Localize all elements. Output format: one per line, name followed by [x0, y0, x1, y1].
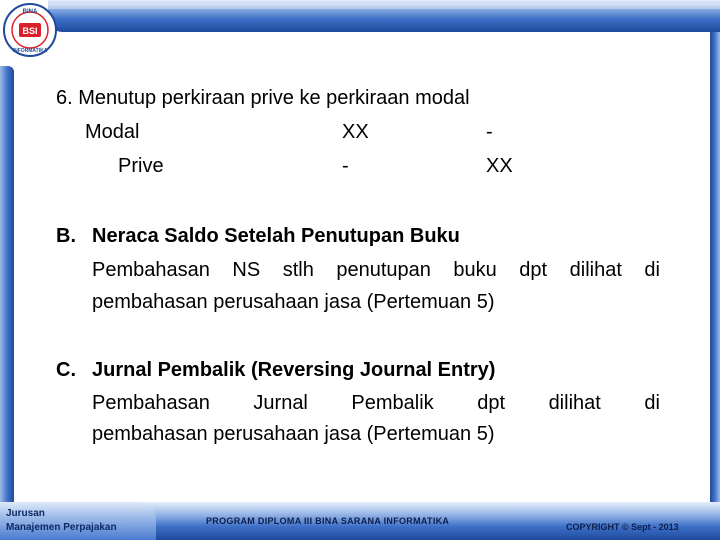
word: stlh — [282, 259, 314, 281]
word: di — [644, 259, 660, 281]
word: Pembahasan — [92, 259, 210, 281]
section-c-marker: C. — [56, 359, 76, 381]
journal-row-2-debit: - — [342, 155, 349, 177]
word: penutupan — [336, 259, 431, 281]
section-c-title: Jurnal Pembalik (Reversing Journal Entry) — [92, 359, 496, 381]
word: dilihat — [548, 392, 601, 414]
journal-row-1-account: Modal — [85, 121, 140, 143]
word: dpt — [519, 259, 548, 281]
svg-text:BSI: BSI — [22, 26, 38, 36]
section-c-body-line1 — [92, 391, 660, 415]
svg-text:INFORMATIKA: INFORMATIKA — [12, 48, 48, 54]
section-b-marker: B. — [56, 225, 76, 247]
journal-row-2-credit: XX — [486, 155, 513, 177]
journal-row-1-credit: - — [486, 121, 493, 143]
word: dpt — [477, 392, 506, 414]
footer-copyright: COPYRIGHT © Sept - 2013 — [566, 522, 679, 532]
section-c-body-line2: pembahasan perusahaan jasa (Pertemuan 5) — [92, 423, 495, 445]
section-b-body-line1 — [92, 258, 660, 282]
footer-department-line1: Jurusan — [6, 508, 45, 519]
word: Pembalik — [351, 392, 434, 414]
word: di — [644, 392, 660, 414]
journal-row-1-debit: XX — [342, 121, 369, 143]
word: dilihat — [569, 259, 622, 281]
word: Jurnal — [253, 392, 308, 414]
word: Pembahasan — [92, 392, 210, 414]
footer-department-line2: Manajemen Perpajakan — [6, 522, 117, 533]
footer-program-title: PROGRAM DIPLOMA III BINA SARANA INFORMATIKA — [206, 516, 450, 526]
word: NS — [232, 259, 261, 281]
section6-heading: 6. Menutup perkiraan prive ke perkiraan modal — [56, 87, 470, 109]
svg-text:BINA: BINA — [22, 9, 38, 15]
journal-row-2-account: Prive — [118, 155, 164, 177]
section-b-body-line2: pembahasan perusahaan jasa (Pertemuan 5) — [92, 291, 495, 313]
section-b-title: Neraca Saldo Setelah Penutupan Buku — [92, 225, 460, 247]
word: buku — [453, 259, 497, 281]
